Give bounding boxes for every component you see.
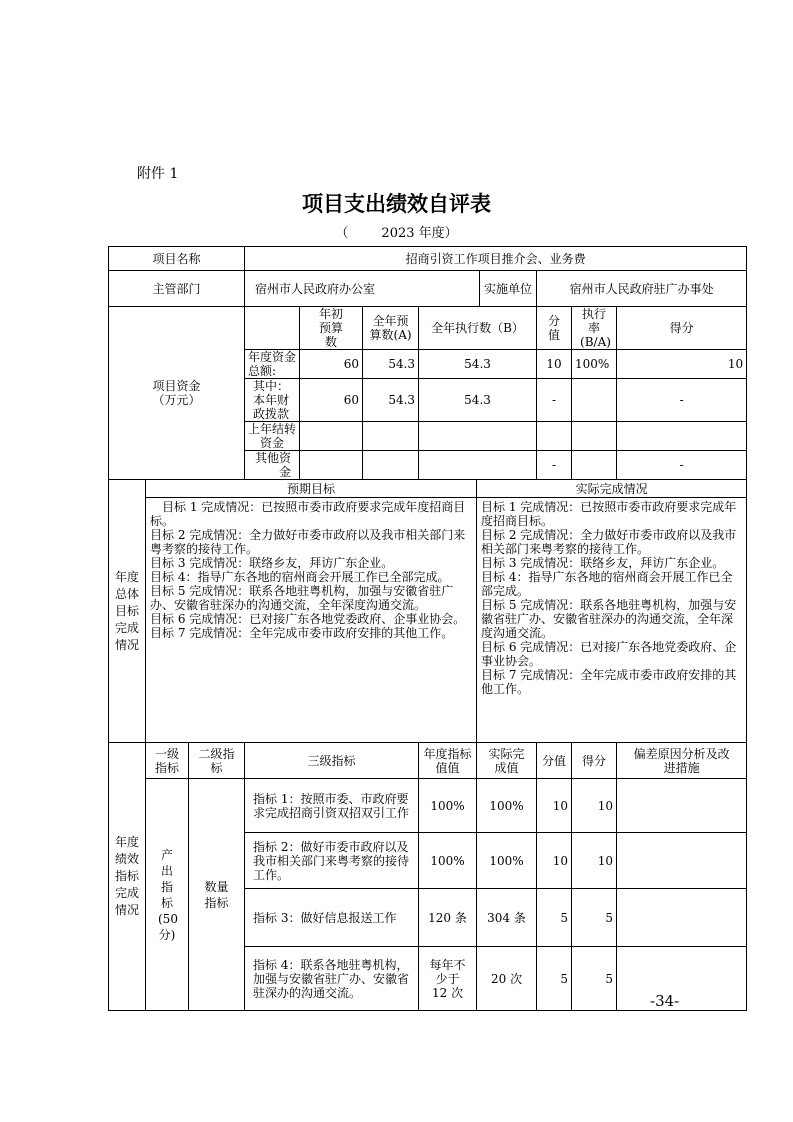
indicator-actual: 100% <box>477 833 537 889</box>
funds-row-score-value: - <box>537 451 572 480</box>
actual-goal-6: 目标 6 完成情况：已对接广东各地党委政府、企事业协会。 <box>481 640 737 668</box>
actual-value-header: 实际完成值 <box>477 743 537 779</box>
implementing-unit-value: 宿州市人民政府驻广办事处 <box>537 271 747 307</box>
funds-row-name: 其他资金 <box>245 451 300 480</box>
funds-row-name: 其中：本年财政拨款 <box>245 379 300 422</box>
actual-goals-header: 实际完成情况 <box>477 480 747 498</box>
funds-score-header: 得分 <box>617 307 747 350</box>
indicator-score: 5 <box>572 889 617 947</box>
funds-executed-header: 全年执行数（B） <box>419 307 537 350</box>
funds-label: 项目资金（万元） <box>109 307 245 480</box>
funds-row-rate: 100% <box>572 350 617 379</box>
funds-row-name: 年度资金总额: <box>245 350 300 379</box>
funds-row-score: - <box>617 451 747 480</box>
funds-row-rate <box>572 451 617 480</box>
funds-annual-header: 全年预算数(A) <box>363 307 419 350</box>
funds-row-rate <box>572 422 617 451</box>
level2-header: 二级指标 <box>189 743 245 779</box>
actual-goal-5: 目标 5 完成情况：联系各地驻粤机构，加强与安徽省驻广办、安徽省驻深办的沟通交流，全年深度沟通交流。 <box>481 598 737 640</box>
indicator-score: 10 <box>572 833 617 889</box>
expected-goal-6: 目标 6 完成情况：已对接广东各地党委政府、企事业协会。 <box>150 612 466 626</box>
indicator-actual: 20 次 <box>477 947 537 1011</box>
funds-row-score <box>617 422 747 451</box>
document-title: 项目支出绩效自评表 <box>302 191 491 216</box>
indicator-target: 每年不少于 12 次 <box>419 947 477 1011</box>
funds-row-executed: 54.3 <box>419 379 537 422</box>
indicator-target: 100% <box>419 779 477 833</box>
funds-row-initial: 60 <box>300 379 363 422</box>
funds-initial-header: 年初预算数 <box>300 307 363 350</box>
expected-goals-header: 预期目标 <box>146 480 477 498</box>
indicator-score: 5 <box>572 947 617 1011</box>
indicator-name: 指标 4：联系各地驻粤机构，加强与安徽省驻广办、安徽省驻深办的沟通交流。 <box>245 947 419 1011</box>
evaluation-table <box>108 246 747 1011</box>
expected-goal-5: 目标 5 完成情况：联系各地驻粤机构，加强与安徽省驻广办、安徽省驻深办的沟通交流，全年深度沟通交流。 <box>150 584 454 612</box>
actual-goal-7: 目标 7 完成情况：全年完成市委市政府安排的其他工作。 <box>481 668 737 696</box>
project-name-value: 招商引资工作项目推介会、业务费 <box>245 247 747 271</box>
indicator-score-value: 10 <box>537 833 572 889</box>
funds-row-score-value <box>537 422 572 451</box>
funds-row-annual <box>363 451 419 480</box>
expected-goal-4: 目标 4：指导广东各地的宿州商会开展工作已全部完成。 <box>150 570 450 584</box>
funds-row-executed <box>419 451 537 480</box>
goals-section-label: 年度总体目标完成情况 <box>109 480 146 743</box>
indicator-deviation <box>617 779 747 833</box>
funds-header-row <box>109 307 747 350</box>
level1-value: 产出指标(50分) <box>146 779 189 1011</box>
funds-row-score-value: 10 <box>537 350 572 379</box>
deviation-header: 偏差原因分析及改进措施 <box>617 743 747 779</box>
level2-value: 数量指标 <box>189 779 245 1011</box>
funds-score-value-header: 分值 <box>537 307 572 350</box>
score-value-header: 分值 <box>537 743 572 779</box>
indicator-deviation <box>617 833 747 889</box>
indicator-score: 10 <box>572 779 617 833</box>
indicator-actual: 304 条 <box>477 889 537 947</box>
funds-row-executed: 54.3 <box>419 350 537 379</box>
implementing-unit-label: 实施单位 <box>480 271 537 307</box>
indicators-header-row <box>109 743 747 779</box>
annex-label: 附件 1 <box>137 166 179 182</box>
project-name-row <box>109 247 747 271</box>
target-header: 年度指标值值 <box>419 743 477 779</box>
expected-goal-1: 目标 1 完成情况：已按照市委市政府要求完成年度招商目标。 <box>150 500 466 528</box>
funds-row-score: - <box>617 379 747 422</box>
expected-goal-7: 目标 7 完成情况：全年完成市委市政府安排的其他工作。 <box>150 626 454 640</box>
indicator-target: 100% <box>419 833 477 889</box>
department-label: 主管部门 <box>109 271 245 307</box>
expected-goal-3: 目标 3 完成情况：联络乡友，拜访广东企业。 <box>150 556 394 570</box>
indicator-target: 120 条 <box>419 889 477 947</box>
funds-row-initial: 60 <box>300 350 363 379</box>
department-row <box>109 271 747 307</box>
funds-row-initial <box>300 422 363 451</box>
department-value: 宿州市人民政府办公室 <box>245 271 480 307</box>
funds-row-name: 上年结转资金 <box>245 422 300 451</box>
funds-row-annual: 54.3 <box>363 379 419 422</box>
actual-goal-4: 目标 4：指导广东各地的宿州商会开展工作已全部完成。 <box>481 570 733 598</box>
goals-content-row <box>109 498 747 743</box>
expected-goal-2: 目标 2 完成情况：全力做好市委市政府以及我市相关部门来粤考察的接待工作。 <box>150 528 466 556</box>
goals-header-row <box>109 480 747 498</box>
indicator-score-value: 10 <box>537 779 572 833</box>
indicator-name: 指标 3：做好信息报送工作 <box>245 889 419 947</box>
indicator-name: 指标 1：按照市委、市政府要求完成招商引资双招双引工作 <box>245 779 419 833</box>
funds-row-initial <box>300 451 363 480</box>
actual-goal-3: 目标 3 完成情况：联络乡友，拜访广东企业。 <box>481 556 725 570</box>
page-number: -34- <box>650 992 680 1010</box>
level1-header: 一级指标 <box>146 743 189 779</box>
indicator-score-value: 5 <box>537 947 572 1011</box>
funds-row-score-value: - <box>537 379 572 422</box>
funds-row-score: 10 <box>617 350 747 379</box>
indicator-deviation <box>617 947 747 1011</box>
indicator-deviation <box>617 889 747 947</box>
expected-goals-cell <box>146 498 477 743</box>
indicator-name: 指标 2：做好市委市政府以及我市相关部门来粤考察的接待工作。 <box>245 833 419 889</box>
indicator-score-value: 5 <box>537 889 572 947</box>
actual-goal-2: 目标 2 完成情况：全力做好市委市政府以及我市相关部门来粤考察的接待工作。 <box>481 528 737 556</box>
project-name-label: 项目名称 <box>109 247 245 271</box>
actual-goals-cell <box>477 498 747 743</box>
funds-blank-header <box>245 307 300 350</box>
indicator-row <box>109 779 747 833</box>
actual-goal-1: 目标 1 完成情况：已按照市委市政府要求完成年度招商目标。 <box>481 500 737 528</box>
indicator-actual: 100% <box>477 779 537 833</box>
indicators-section-label: 年度绩效指标完成情况 <box>109 743 146 1011</box>
funds-row-rate <box>572 379 617 422</box>
funds-rate-header: 执行率(B/A) <box>572 307 617 350</box>
year-line: （ 2023 年度） <box>335 226 458 241</box>
funds-row-executed <box>419 422 537 451</box>
funds-row-annual: 54.3 <box>363 350 419 379</box>
funds-row-annual <box>363 422 419 451</box>
level3-header: 三级指标 <box>245 743 419 779</box>
score-header: 得分 <box>572 743 617 779</box>
